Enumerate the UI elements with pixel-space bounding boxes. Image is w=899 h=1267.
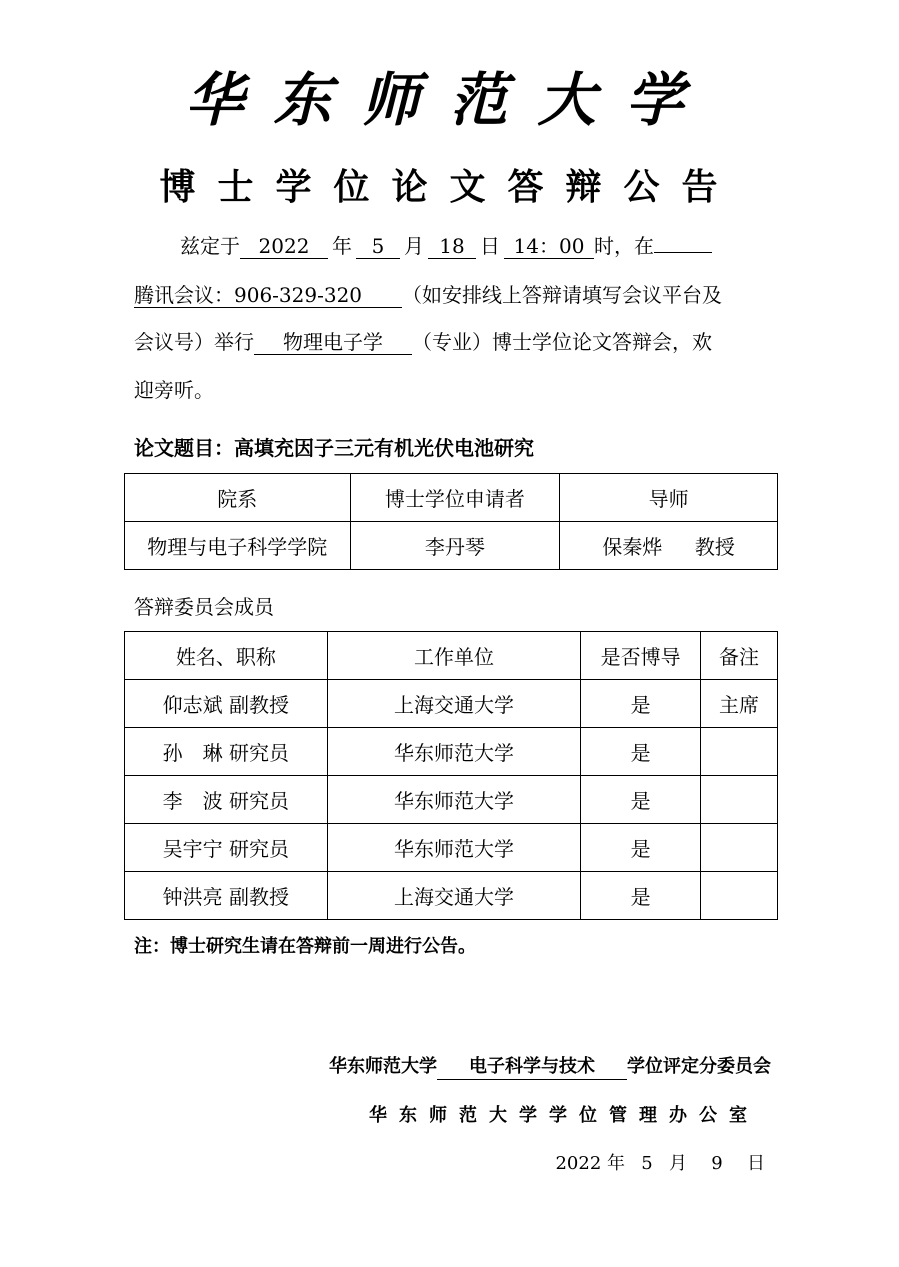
announcement-line-3 [134, 327, 774, 357]
prefix-text: 兹定于 [180, 234, 240, 258]
thesis-title-line [134, 433, 774, 463]
note: 注：博士研究生请在答辩前一周进行公告。 [134, 936, 476, 957]
table-row [125, 872, 778, 920]
time-unit: 时，在 [594, 234, 654, 258]
major-field: 物理电子学 [254, 330, 412, 355]
header-is-supervisor: 是否博导 [581, 632, 701, 680]
year-unit: 年 [332, 234, 352, 258]
table-row [125, 680, 778, 728]
announcement-line-2 [134, 280, 774, 310]
footer-day-unit: 日 [747, 1153, 765, 1174]
member-remark [701, 776, 778, 824]
member-workplace: 上海交通大学 [327, 872, 581, 920]
advisor-cell: 保秦烨 教授 [560, 522, 778, 570]
thesis-title: 高填充因子三元有机光伏电池研究 [234, 436, 534, 460]
day-unit: 日 [480, 234, 500, 258]
member-remark [701, 728, 778, 776]
line3-start: 会议号）举行 [134, 330, 254, 354]
table-row [125, 776, 778, 824]
info-table-header [125, 474, 778, 522]
committee-label: 答辩委员会成员 [134, 595, 274, 619]
member-remark [701, 872, 778, 920]
table-row [125, 824, 778, 872]
member-name: 孙 琳 研究员 [125, 728, 328, 776]
time-field: 14：00 [504, 234, 594, 259]
member-supervisor: 是 [581, 776, 701, 824]
member-remark [701, 824, 778, 872]
applicant-cell: 李丹琴 [350, 522, 560, 570]
header-remark: 备注 [701, 632, 778, 680]
member-supervisor: 是 [581, 872, 701, 920]
member-remark: 主席 [701, 680, 778, 728]
member-workplace: 华东师范大学 [327, 824, 581, 872]
footer-year: 2022 年 [555, 1153, 625, 1174]
month-unit: 月 [404, 234, 424, 258]
location-field: 腾讯会议：906-329-320 [134, 283, 402, 308]
footer-office: 华东师范大学学位管理办公室 [369, 1105, 759, 1126]
member-name: 吴宇宁 研究员 [125, 824, 328, 872]
announcement-line-1 [180, 231, 774, 261]
member-supervisor: 是 [581, 680, 701, 728]
member-workplace: 华东师范大学 [327, 728, 581, 776]
header-advisor: 导师 [560, 474, 778, 522]
info-table-row [125, 522, 778, 570]
footer-committee-suffix: 学位评定分委员会 [627, 1056, 771, 1077]
footer-day: 9 [711, 1153, 723, 1174]
member-supervisor: 是 [581, 824, 701, 872]
member-name: 钟洪亮 副教授 [125, 872, 328, 920]
footer-month: 5 [641, 1153, 653, 1174]
thesis-label: 论文题目： [134, 436, 234, 460]
footer-department: 电子科学与技术 [437, 1055, 627, 1080]
table-row [125, 728, 778, 776]
location-blank [654, 252, 712, 253]
header-applicant: 博士学位申请者 [350, 474, 560, 522]
header-department: 院系 [125, 474, 351, 522]
member-name: 李 波 研究员 [125, 776, 328, 824]
day-field: 18 [428, 234, 476, 259]
university-title: 华东师范大学 [185, 66, 714, 134]
member-name: 仰志斌 副教授 [125, 680, 328, 728]
member-workplace: 上海交通大学 [327, 680, 581, 728]
announcement-line-4: 迎旁听。 [134, 378, 214, 402]
header-workplace: 工作单位 [327, 632, 581, 680]
member-workplace: 华东师范大学 [327, 776, 581, 824]
header-name-title: 姓名、职称 [125, 632, 328, 680]
committee-header [125, 632, 778, 680]
footer-committee [329, 1052, 771, 1082]
notice-title: 博士学位论文答辩公告 [159, 167, 740, 208]
year-field: 2022 [240, 234, 328, 259]
info-table [124, 473, 778, 570]
department-cell: 物理与电子科学学院 [125, 522, 351, 570]
footer-date [555, 1149, 765, 1179]
footer-month-unit: 月 [669, 1153, 687, 1174]
month-field: 5 [356, 234, 400, 259]
footer-univ: 华东师范大学 [329, 1056, 437, 1077]
location-note: （如安排线上答辩请填写会议平台及 [402, 283, 722, 307]
committee-table [124, 631, 778, 920]
line3-end: （专业）博士学位论文答辩会，欢 [412, 330, 712, 354]
member-supervisor: 是 [581, 728, 701, 776]
